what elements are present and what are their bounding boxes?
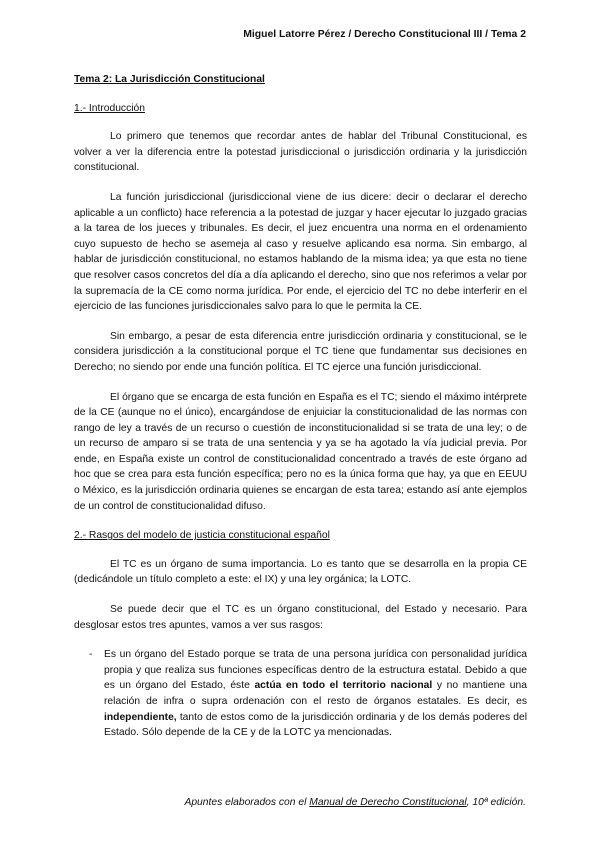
section-heading-introduccion: 1.- Introducción xyxy=(74,102,145,114)
page-footer xyxy=(184,797,526,808)
bullet-bold-text: independiente, xyxy=(104,711,177,723)
bullet-text: y no mantiene una relación de infra o supra ordenación con el resto de órganos estatales. Es decir, es xyxy=(104,680,527,707)
footer-suffix: , 10ª edición. xyxy=(466,797,526,808)
bullet-item xyxy=(74,647,527,741)
page-header: Miguel Latorre Pérez / Derecho Constitucional III / Tema 2 xyxy=(243,29,526,40)
bullet-bold-text: actúa en todo el territorio nacional xyxy=(254,680,433,692)
paragraph: El órgano que se encarga de esta función en España es el TC; siendo el máximo intérprete de la CE (aunque no el único), encargándose de enjuiciar la constitucionalidad de las normas con rango de ley a través de un recurso o cuestión de inconstitucionalidad si se trata de una ley; o de un recurso de amparo si se trata de una sentencia y ya se ha agotado la vía judicial previa. Por ende, en España existe un control de constitucionalidad concentrado a través de este órgano ad hoc que se crea para esta función específica; pero no es la única forma que hay, ya que en EEUU o México, es la jurisdicción ordinaria quienes se encargan de esta tarea; estando así ante ejemplos de un control de constitucionalidad difuso. xyxy=(74,391,527,512)
document-body xyxy=(74,72,527,741)
paragraph: El TC es un órgano de suma importancia. Lo es tanto que se desarrolla en la propia CE (dedicándole un título completo a este: el IX) y una ley orgánica; la LOTC. xyxy=(74,558,527,586)
footer-prefix: Apuntes elaborados con el xyxy=(184,797,310,808)
bullet-text: Es un órgano del Estado porque se trata de una persona jurídica con personalidad jurídica propia y que realiza sus funciones específicas dentro de la estructura estatal. Debido a que es un órgano del Estado, éste xyxy=(104,649,527,692)
paragraph: La función jurisdiccional (jurisdiccional viene de ius dicere: decir o declarar el derecho aplicable a un conflicto) hace referencia a la potestad de juzgar y hacer ejecutar lo juzgado gracias a la tarea de los jueces y tribunales. Es decir, el juez encuentra una norma en el ordenamiento cuyo supuesto de hecho se asemeja al caso y resuelve aplicando esa norma. Sin embargo, al hablar de jurisdicción constitucional, no estamos hablando de la misma idea; ya que esta no tiene que resolver casos concretos del día a día aplicando el derecho, sino que nos referimos a velar por la supremacía de la CE como norma jurídica. Por ende, el ejercicio del TC no debe interferir en el ejercicio de las funciones jurisdiccionales salvo para lo que le permita la CE. xyxy=(74,191,527,313)
section-heading-rasgos: 2.- Rasgos del modelo de justicia constitucional español xyxy=(74,530,330,542)
bullet-text: tanto de estos como de la jurisdicción ordinaria y de los demás poderes del Estado. Sólo depende de la CE y de la LOTC ya mencionadas. xyxy=(104,711,527,739)
document-title: Tema 2: La Jurisdicción Constitucional xyxy=(74,74,265,85)
paragraph: Se puede decir que el TC es un órgano constitucional, del Estado y necesario. Para desglosar estos tres apuntes, vamos a ver sus rasgos: xyxy=(74,604,527,631)
paragraph: Lo primero que tenemos que recordar antes de hablar del Tribunal Constitucional, es volver a ver la diferencia entre la potestad jurisdiccional o jurisdicción ordinaria y la jurisdicción constitucional. xyxy=(74,131,527,174)
bullet-marker: - xyxy=(89,649,93,661)
footer-book-title: Manual de Derecho Constitucional xyxy=(309,797,467,808)
paragraph: Sin embargo, a pesar de esta diferencia entre jurisdicción ordinaria y constitucional, se le considera jurisdicción a la constitucional porque el TC tiene que fundamentar sus decisiones en Derecho; no siendo por ende una función política. El TC ejerce una función jurisdiccional. xyxy=(74,330,527,373)
